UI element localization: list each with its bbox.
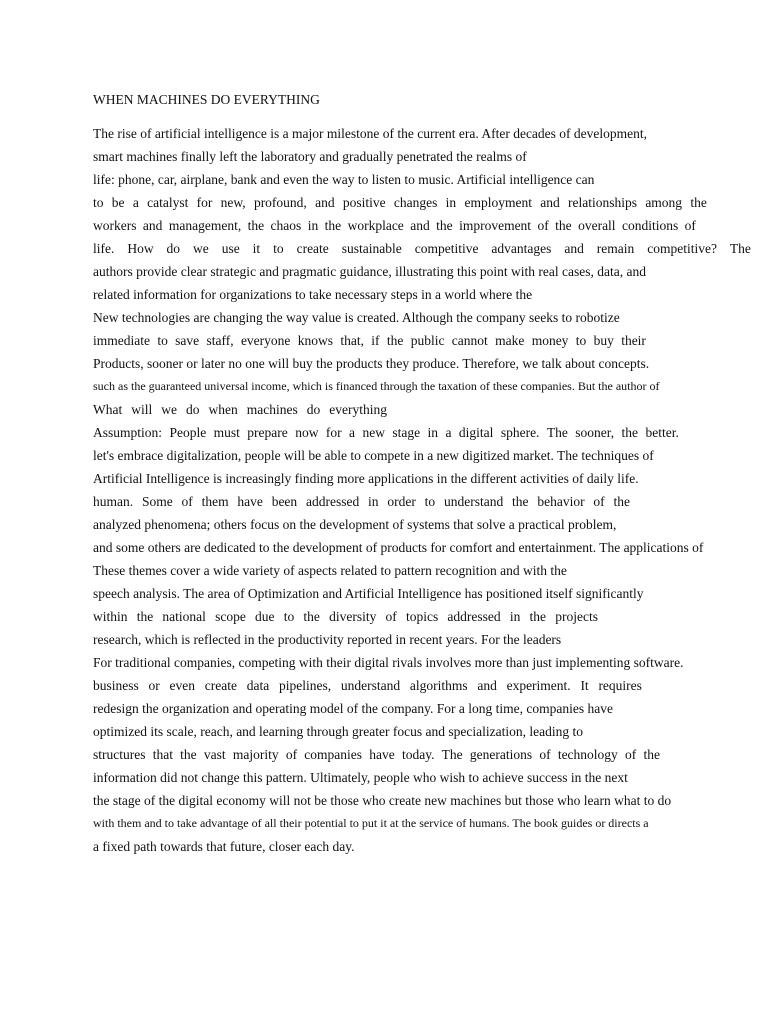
text-word: everything (329, 402, 387, 417)
text-word: to (575, 333, 587, 348)
text-word: to (273, 241, 284, 256)
text-word: them (201, 494, 229, 509)
text-word: the (136, 609, 154, 624)
text-word: profound, (253, 195, 307, 210)
text-word: do (306, 402, 321, 417)
text-word: advantages (491, 241, 552, 256)
text-word: workplace (347, 218, 404, 233)
text-word: the (180, 747, 197, 762)
text-word: How (127, 241, 154, 256)
text-word: the (303, 609, 320, 624)
text-line (93, 329, 646, 352)
text-line (93, 605, 598, 628)
text-word: staff, (206, 333, 234, 348)
text-line: smart machines finally left the laboratory and gradually penetrated the realms of (93, 149, 527, 164)
text-word: technology (557, 747, 618, 762)
text-word: money (531, 333, 569, 348)
text-word: human. (93, 494, 134, 509)
text-word: must (213, 425, 240, 440)
text-word: It (580, 678, 589, 693)
text-line: For traditional companies, competing with their digital rivals involves more than just implementing software. (93, 655, 684, 670)
text-word: among (645, 195, 683, 210)
text-line (93, 191, 707, 214)
text-word: a (132, 195, 139, 210)
text-word: to (424, 494, 436, 509)
text-word: cannot (451, 333, 488, 348)
text-line: information did not change this pattern. Ultimately, people who wish to achieve success in the next (93, 770, 628, 785)
text-line (93, 214, 696, 237)
text-word: the (613, 494, 630, 509)
text-word: the (512, 494, 529, 509)
text-word: to (157, 333, 168, 348)
text-line: These themes cover a wide variety of aspects related to pattern recognition and with the (93, 563, 567, 578)
text-word: competitive? (647, 241, 717, 256)
text-word: been (271, 494, 298, 509)
text-word: immediate (93, 333, 150, 348)
text-word: for (196, 195, 213, 210)
text-word: employment (464, 195, 532, 210)
text-word: sooner, (575, 425, 615, 440)
text-line (93, 237, 751, 260)
text-word: behavior (537, 494, 585, 509)
text-word: The (441, 747, 463, 762)
text-word: be (111, 195, 125, 210)
text-word: addressed (447, 609, 501, 624)
text-word: due (255, 609, 275, 624)
text-word: the (621, 425, 639, 440)
text-word: to (283, 609, 295, 624)
text-word: relationships (568, 195, 638, 210)
text-word: save (175, 333, 200, 348)
text-word: understand (443, 494, 504, 509)
text-line: Products, sooner or later no one will buy the products they produce. Therefore, we talk about concepts. (93, 356, 650, 371)
text-line: and some others are dedicated to the development of products for comfort and entertainment. The applications of (93, 540, 704, 555)
text-word: their (621, 333, 646, 348)
text-word: Some (141, 494, 173, 509)
text-word: What (93, 402, 123, 417)
text-word: make (495, 333, 525, 348)
text-word: of (684, 218, 696, 233)
text-word: the (436, 218, 453, 233)
text-word: the (643, 747, 660, 762)
text-word: The (729, 241, 751, 256)
text-word: new, (220, 195, 246, 210)
text-word: management, (168, 218, 242, 233)
text-word: and (315, 195, 335, 210)
text-line: speech analysis. The area of Optimization and Artificial Intelligence has positioned itself significantly (93, 586, 644, 601)
text-word: today. (401, 747, 435, 762)
text-word: that (152, 747, 173, 762)
text-word: in (509, 609, 521, 624)
text-word: and (477, 678, 497, 693)
text-word: the (555, 218, 572, 233)
text-word: prepare (247, 425, 288, 440)
text-word: of (285, 747, 298, 762)
text-word: knows (297, 333, 334, 348)
text-word: catalyst (147, 195, 189, 210)
text-word: or (148, 678, 160, 693)
text-word: order (387, 494, 416, 509)
text-line (93, 398, 387, 421)
text-word: pipelines, (278, 678, 332, 693)
text-word: will (131, 402, 153, 417)
text-word: public (410, 333, 445, 348)
text-word: do (166, 241, 181, 256)
text-word: use (221, 241, 240, 256)
text-word: within (93, 609, 128, 624)
text-word: we (192, 241, 209, 256)
text-word: create (296, 241, 329, 256)
text-word: in (368, 494, 379, 509)
text-word: sphere. (500, 425, 540, 440)
text-line (93, 743, 660, 766)
text-word: chaos (270, 218, 302, 233)
text-word: improvement (459, 218, 532, 233)
text-word: a (349, 425, 356, 440)
text-word: machines (246, 402, 298, 417)
text-word: data (246, 678, 270, 693)
text-word: and (540, 195, 560, 210)
text-word: life. (93, 241, 115, 256)
text-line: Artificial Intelligence is increasingly finding more applications in the different activities of daily life. (93, 471, 639, 486)
text-word: have (237, 494, 263, 509)
text-line: let's embrace digitalization, people will be able to compete in a new digitized market. The techniques of (93, 448, 654, 463)
text-word: and (410, 218, 430, 233)
text-line: The rise of artificial intelligence is a major milestone of the current era. After decades of development, (93, 126, 648, 141)
text-word: understand (340, 678, 401, 693)
text-line: the stage of the digital economy will not be those who create new machines but those who learn what to do (93, 793, 672, 808)
text-word: structures (93, 747, 146, 762)
text-word: for (325, 425, 342, 440)
text-word: positive (342, 195, 386, 210)
text-word: have (369, 747, 395, 762)
text-word: business (93, 678, 139, 693)
text-word: the (324, 218, 342, 233)
text-word: sustainable (341, 241, 402, 256)
text-line (93, 674, 642, 697)
text-word: new (362, 425, 385, 440)
text-word: companies (304, 747, 363, 762)
text-line: redesign the organization and operating model of the company. For a long time, companies have (93, 701, 613, 716)
text-word: everyone (240, 333, 291, 348)
text-word: of (181, 494, 193, 509)
text-word: buy (593, 333, 614, 348)
text-line (93, 421, 679, 444)
text-word: People (169, 425, 207, 440)
text-line (93, 490, 630, 513)
text-word: that, (340, 333, 364, 348)
text-word: the (247, 218, 265, 233)
text-word: to (93, 195, 104, 210)
text-word: now (295, 425, 319, 440)
text-word: when (208, 402, 238, 417)
text-word: majority (232, 747, 279, 762)
text-word: of (539, 747, 551, 762)
text-word: the (690, 195, 707, 210)
text-line: research, which is reflected in the productivity reported in recent years. For the leaders (93, 632, 562, 647)
text-word: create (204, 678, 237, 693)
document-body (93, 122, 753, 858)
text-word: and (142, 218, 163, 233)
text-word: topics (405, 609, 439, 624)
text-line: life: phone, car, airplane, bank and even the way to listen to music. Artificial intelligence can (93, 172, 595, 187)
text-line: optimized its scale, reach, and learning through greater focus and specialization, leading to (93, 724, 583, 739)
text-word: in (427, 425, 439, 440)
text-word: even (169, 678, 195, 693)
text-word: stage (392, 425, 421, 440)
text-word: of (385, 609, 397, 624)
text-word: a (445, 425, 452, 440)
text-word: experiment. (506, 678, 571, 693)
text-word: addressed (305, 494, 360, 509)
text-word: requires (598, 678, 642, 693)
text-word: if (371, 333, 380, 348)
text-word: competitive (414, 241, 479, 256)
text-word: scope (215, 609, 246, 624)
text-line: New technologies are changing the way value is created. Although the company seeks to robotize (93, 310, 620, 325)
text-line: related information for organizations to take necessary steps in a world where the (93, 287, 533, 302)
text-line: a fixed path towards that future, closer each day. (93, 839, 355, 854)
text-word: national (162, 609, 206, 624)
text-word: Assumption: (93, 425, 163, 440)
text-word: in (307, 218, 319, 233)
text-word: workers (93, 218, 137, 233)
text-word: the (386, 333, 404, 348)
text-word: diversity (329, 609, 377, 624)
document-title: WHEN MACHINES DO EVERYTHING (93, 92, 320, 107)
text-word: the (529, 609, 547, 624)
text-word: it (252, 241, 261, 256)
text-word: better. (645, 425, 679, 440)
text-line: authors provide clear strategic and pragmatic guidance, illustrating this point with real cases, data, and (93, 264, 646, 279)
text-word: we (161, 402, 178, 417)
text-word: vast (203, 747, 226, 762)
text-line: such as the guaranteed universal income, which is financed through the taxation of these companies. But the author of (93, 379, 660, 393)
text-word: projects (555, 609, 598, 624)
text-word: of (593, 494, 605, 509)
text-word: do (186, 402, 200, 417)
text-word: of (537, 218, 549, 233)
text-line: analyzed phenomena; others focus on the development of systems that solve a practical problem, (93, 517, 617, 532)
text-word: of (625, 747, 637, 762)
text-word: conditions (621, 218, 679, 233)
text-word: The (546, 425, 568, 440)
text-word: remain (596, 241, 635, 256)
text-line: with them and to take advantage of all their potential to put it at the service of humans. The book guides or directs a (93, 816, 649, 830)
text-word: digital (458, 425, 494, 440)
text-word: algorithms (409, 678, 468, 693)
text-word: and (564, 241, 584, 256)
text-word: generations (469, 747, 533, 762)
text-word: changes (393, 195, 438, 210)
text-word: overall (578, 218, 616, 233)
text-word: in (445, 195, 457, 210)
